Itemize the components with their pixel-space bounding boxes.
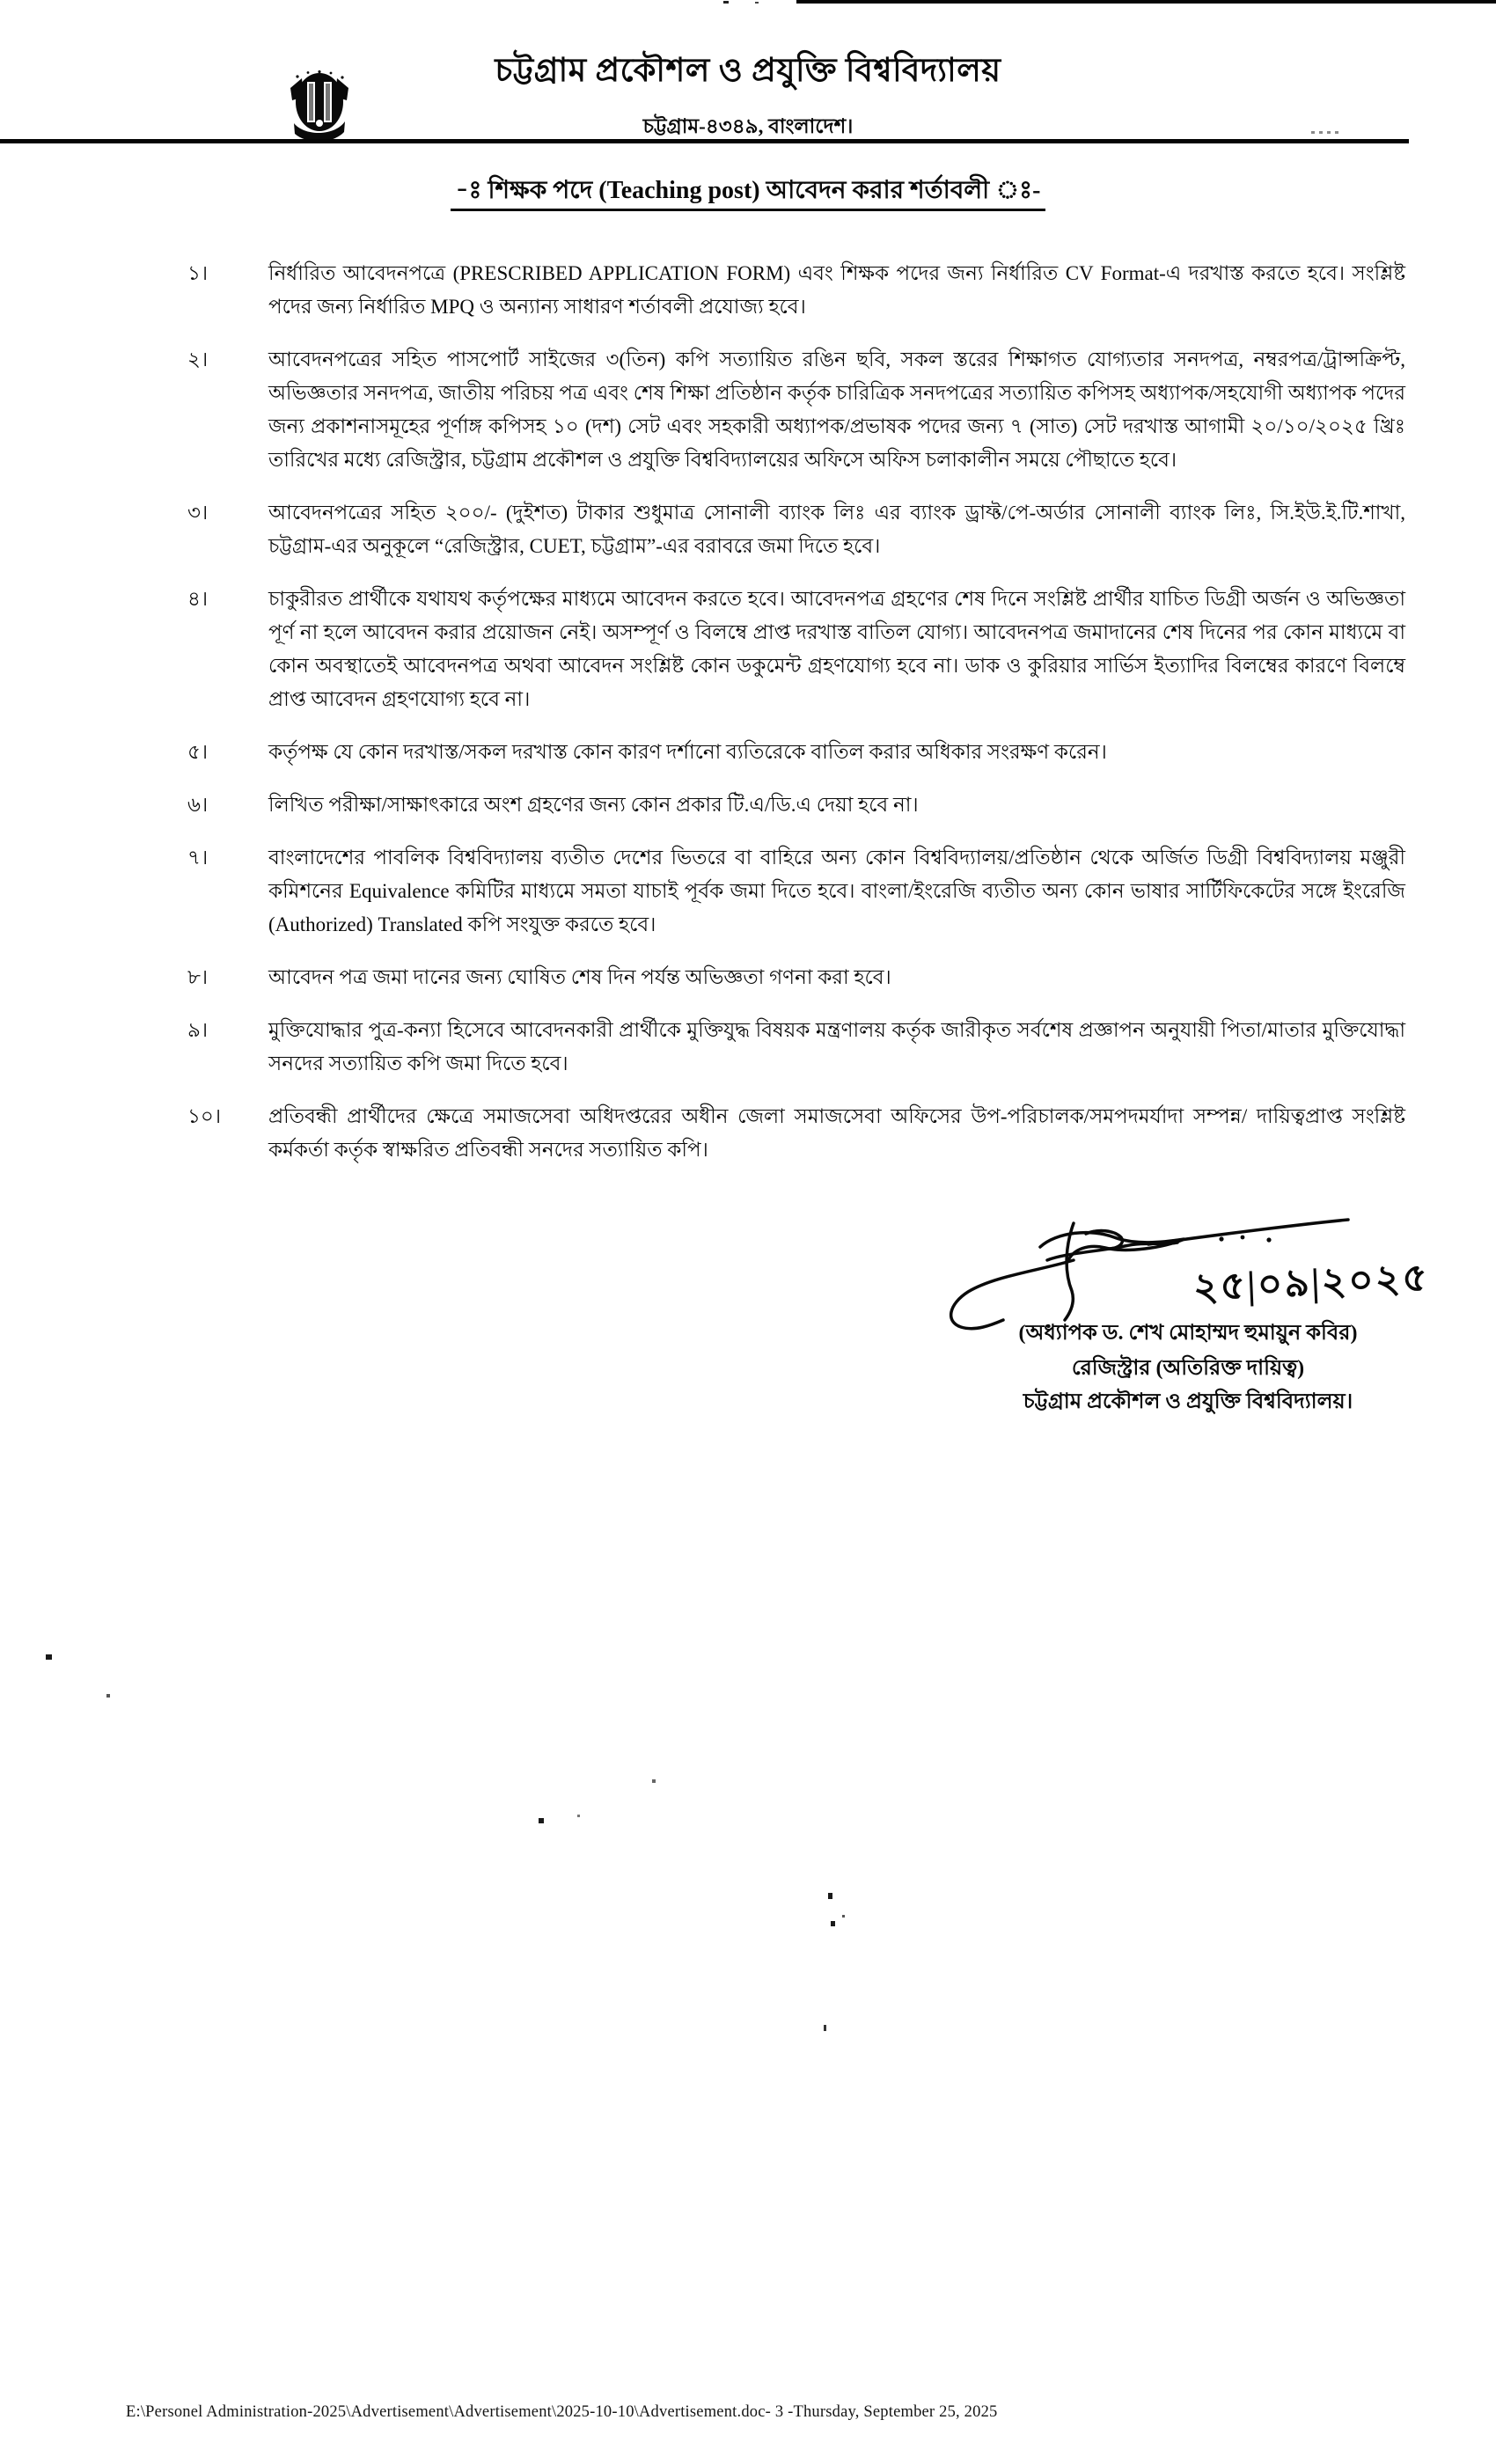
scan-speck: [1311, 131, 1341, 134]
scan-speck: [577, 1815, 580, 1817]
condition-number: ৯।: [187, 1019, 209, 1041]
condition-number: ১।: [187, 262, 209, 284]
scan-speck: [842, 1915, 845, 1918]
condition-item: [0, 496, 1496, 563]
condition-text: মুক্তিযোদ্ধার পুত্র-কন্যা হিসেবে আবেদনকারী প্রার্থীকে মুক্তিযুদ্ধ বিষয়ক মন্ত্রণালয় কর্তৃক জারীকৃত সর্বশেষ প্রজ্ঞাপন অনুযায়ী পিতা/মাতার মুক্তিযোদ্ধা সনদের সত্যায়িত কপি জমা দিতে হবে।: [268, 1019, 1405, 1074]
header-divider: [0, 139, 1409, 143]
document-title: -ঃ শিক্ষক পদে (Teaching post) আবেদন করার শর্তাবলী ঃ-: [0, 171, 1496, 212]
condition-text: চাকুরীরত প্রার্থীকে যথাযথ কর্তৃপক্ষের মাধ্যমে আবেদন করতে হবে। আবেদনপত্র গ্রহণের শেষ দিনে সংশ্লিষ্ট প্রার্থীর যাচিত ডিগ্রী অর্জন ও অভিজ্ঞতা পূর্ণ না হলে আবেদন করার প্রয়োজন নেই। অসম্পূর্ণ ও বিলম্বে প্রাপ্ত দরখাস্ত বাতিল যোগ্য। আবেদনপত্র জমাদানের শেষ দিনের পর কোন মাধ্যমে বা কোন অবস্থাতেই আবেদনপত্র অথবা আবেদন সংশ্লিষ্ট কোন ডকুমেন্ট গ্রহণযোগ্য হবে না। ডাক ও কুরিয়ার সার্ভিস ইত্যাদির বিলম্বের কারণে বিলম্বে প্রাপ্ত আবেদন গ্রহণযোগ্য হবে না।: [268, 588, 1405, 710]
condition-number: ৩।: [187, 502, 209, 524]
condition-number: ১০।: [187, 1105, 222, 1127]
condition-item: [0, 1014, 1496, 1081]
scan-artifact-line: [796, 0, 1496, 4]
condition-text: আবেদনপত্রের সহিত ২০০/- (দুইশত) টাকার শুধুমাত্র সোনালী ব্যাংক লিঃ এর ব্যাংক ড্রাফ্ট/পে-অর্ডার সোনালী ব্যাংক লিঃ, সি.ইউ.ই.টি.শাখা, চট্টগ্রাম-এর অনুকূলে “রেজিস্ট্রার, CUET, চট্টগ্রাম”-এর বরাবরে জমা দিতে হবে।: [268, 502, 1405, 557]
scan-speck: [755, 2, 759, 4]
condition-item: [0, 736, 1496, 769]
condition-item: [0, 343, 1496, 477]
scan-speck: [831, 1921, 835, 1926]
signatory-designation: রেজিস্ট্রার (অতিরিক্ত দায়িত্ব): [1071, 1357, 1305, 1380]
university-name: চট্টগ্রাম প্রকৌশল ও প্রযুক্তি বিশ্ববিদ্যালয়: [495, 53, 1001, 89]
condition-text: আবেদনপত্রের সহিত পাসপোর্ট সাইজের ৩(তিন) কপি সত্যায়িত রঙিন ছবি, সকল স্তরের শিক্ষাগত যোগ্যতার সনদপত্র, নম্বরপত্র/ট্রান্সক্রিপ্ট, অভিজ্ঞতার সনদপত্র, জাতীয় পরিচয় পত্র এবং শেষ শিক্ষা প্রতিষ্ঠান কর্তৃক চারিত্রিক সনদপত্রের সত্যায়িত কপিসহ অধ্যাপক/সহযোগী অধ্যাপক পদের জন্য প্রকাশনাসমূহের পূর্ণাঙ্গ কপিসহ ১০ (দশ) সেট এবং সহকারী অধ্যাপক/প্রভাষক পদের জন্য ৭ (সাত) সেট দরখাস্ত আগামী ২০/১০/২০২৫ খ্রিঃ তারিখের মধ্যে রেজিস্ট্রার, চট্টগ্রাম প্রকৌশল ও প্রযুক্তি বিশ্ববিদ্যালয়ের অফিসে অফিস চলাকালীন সময়ে পৌছাতে হবে।: [268, 348, 1405, 471]
condition-text: কর্তৃপক্ষ যে কোন দরখাস্ত/সকল দরখাস্ত কোন কারণ দর্শানো ব্যতিরেকে বাতিল করার অধিকার সংরক্ষণ করেন।: [268, 741, 1107, 763]
condition-item: [0, 788, 1496, 822]
condition-number: ৫।: [187, 741, 209, 763]
condition-number: ৪।: [187, 588, 209, 610]
condition-text: প্রতিবন্ধী প্রার্থীদের ক্ষেত্রে সমাজসেবা অধিদপ্তরের অধীন জেলা সমাজসেবা অফিসের উপ-পরিচালক/সমপদমর্যাদা সম্পন্ন/ দায়িত্বপ্রাপ্ত সংশ্লিষ্ট কর্মকর্তা কর্তৃক স্বাক্ষরিত প্রতিবন্ধী সনদের সত্যায়িত কপি।: [268, 1105, 1405, 1161]
signatory-organization: চট্টগ্রাম প্রকৌশল ও প্রযুক্তি বিশ্ববিদ্যালয়।: [1023, 1390, 1353, 1413]
scan-speck: [828, 1893, 832, 1899]
condition-number: ৬।: [187, 794, 209, 816]
signature-date: ২৫|০৯|২০২৫: [1192, 1256, 1430, 1309]
condition-item: [0, 961, 1496, 994]
condition-text: বাংলাদেশের পাবলিক বিশ্ববিদ্যালয় ব্যতীত দেশের ভিতরে বা বাহিরে অন্য কোন বিশ্ববিদ্যালয়/প্রতিষ্ঠান থেকে অর্জিত ডিগ্রী বিশ্ববিদ্যালয় মঞ্জুরী কমিশনের Equivalence কমিটির মাধ্যমে সমতা যাচাই পূর্বক জমা দিতে হবে। বাংলা/ইংরেজি ব্যতীত অন্য কোন ভাষার সার্টিফিকেটের সঙ্গে ইংরেজি (Authorized) Translated কপি সংযুক্ত করতে হবে।: [268, 847, 1405, 935]
condition-number: ৭।: [187, 847, 209, 869]
scan-speck: [723, 1, 729, 4]
signatory-name: (অধ্যাপক ড. শেখ মোহাম্মদ হুমায়ুন কবির): [1018, 1322, 1358, 1345]
condition-text: নির্ধারিত আবেদনপত্রে (PRESCRIBED APPLICATION FORM) এবং শিক্ষক পদের জন্য নির্ধারিত CV Format-এ দরখাস্ত করতে হবে। সংশ্লিষ্ট পদের জন্য নির্ধারিত MPQ ও অন্যান্য সাধারণ শর্তাবলী প্রযোজ্য হবে।: [268, 262, 1405, 318]
scan-speck: [824, 2025, 826, 2031]
document-header: [0, 44, 1496, 144]
scan-speck: [652, 1779, 656, 1783]
conditions-list: [0, 257, 1496, 1186]
condition-item: [0, 841, 1496, 942]
condition-text: আবেদন পত্র জমা দানের জন্য ঘোষিত শেষ দিন পর্যন্ত অভিজ্ঞতা গণনা করা হবে।: [268, 966, 891, 988]
condition-item: [0, 1100, 1496, 1167]
condition-item: [0, 257, 1496, 324]
condition-text: লিখিত পরীক্ষা/সাক্ষাৎকারে অংশ গ্রহণের জন্য কোন প্রকার টি.এ/ডি.এ দেয়া হবে না।: [268, 794, 919, 816]
scan-speck: [46, 1654, 52, 1660]
scan-speck: [106, 1694, 110, 1698]
condition-number: ৮।: [187, 966, 209, 988]
scan-speck: [539, 1818, 544, 1823]
university-address: চট্টগ্রাম-৪৩৪৯, বাংলাদেশ।: [642, 115, 854, 137]
condition-number: ২।: [187, 348, 209, 370]
footer-file-path: E:\Personel Administration-2025\Advertisement\Advertisement\2025-10-10\Advertisement.doc- 3 -Thursday, September 25, 2025: [126, 2403, 998, 2421]
condition-item: [0, 583, 1496, 716]
